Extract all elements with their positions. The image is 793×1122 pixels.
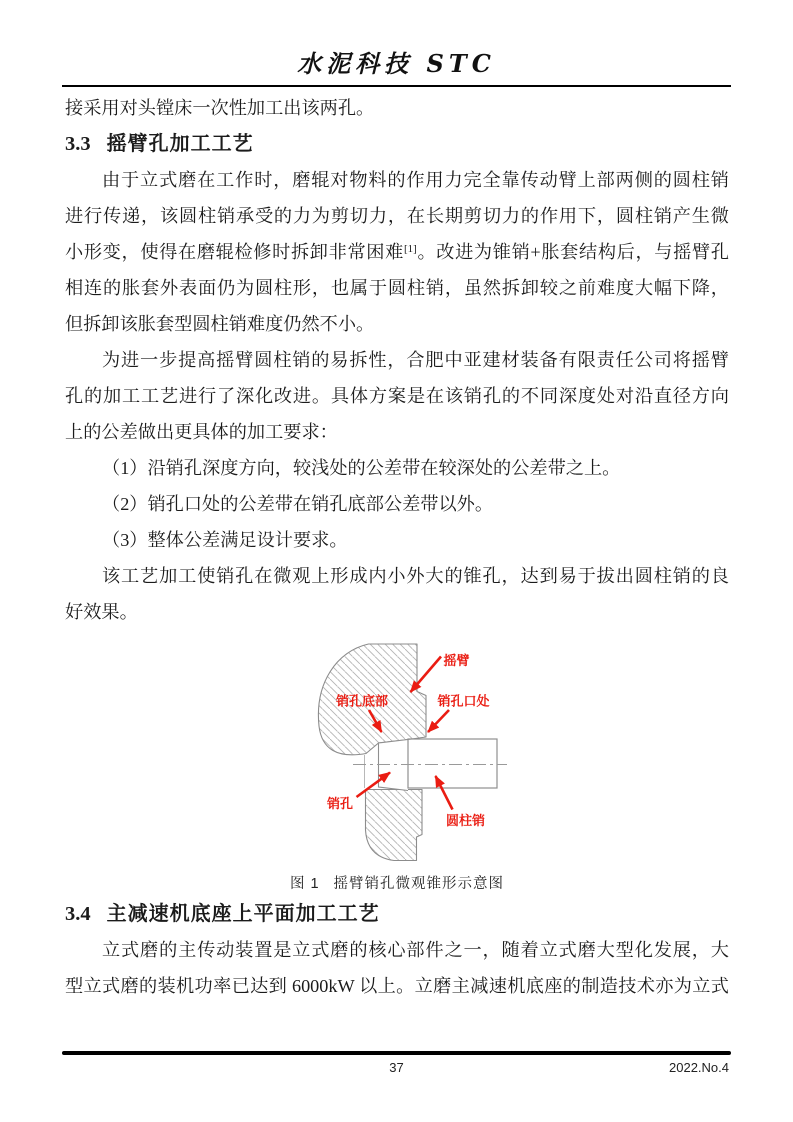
arrow-hole-mouth bbox=[428, 710, 449, 732]
paragraph-line: 为进一步提高摇臂圆柱销的易拆性，合肥中亚建材装备有限责任公司将摇臂 bbox=[102, 350, 729, 370]
paragraph-line: 由于立式磨在工作时，磨辊对物料的作用力完全靠传动臂上部两侧的圆柱销 bbox=[102, 170, 729, 190]
paragraph-line: 好效果。 bbox=[65, 602, 138, 622]
section-title: 主减速机底座上平面加工工艺 bbox=[106, 903, 380, 925]
label-pin-hole: 销孔 bbox=[327, 796, 354, 811]
page-content bbox=[65, 90, 729, 1004]
section-number: 3.4 bbox=[65, 903, 91, 925]
continuation-line: 接采用对头镗床一次性加工出该两孔。 bbox=[65, 98, 375, 118]
list-item-2: （2）销孔口处的公差带在销孔底部公差带以外。 bbox=[102, 494, 494, 514]
paragraph-line: 孔的加工工艺进行了深化改进。具体方案是在该销孔的不同深度处对沿直径方向 bbox=[65, 386, 729, 406]
issue-number: 2022.No.4 bbox=[669, 1060, 729, 1075]
figure-1 bbox=[65, 630, 729, 872]
footer-rule bbox=[62, 1051, 731, 1055]
citation-ref: [1] bbox=[403, 243, 417, 255]
section-number: 3.3 bbox=[65, 133, 91, 155]
label-rocker-arm: 摇臂 bbox=[443, 653, 470, 668]
line-text: 。改进为锥销+胀套结构后，与摇臂孔 bbox=[416, 242, 729, 262]
section-heading-3-3 bbox=[65, 126, 729, 162]
figure-caption-text: 摇臂销孔微观锥形示意图 bbox=[333, 876, 505, 892]
cylindrical-pin-rect bbox=[408, 739, 497, 788]
list-item-3: （3）整体公差满足设计要求。 bbox=[102, 530, 348, 550]
label-hole-mouth: 销孔口处 bbox=[437, 693, 490, 709]
label-cylindrical-pin: 圆柱销 bbox=[446, 813, 486, 828]
paragraph-line: 相连的胀套外表面仍为圆柱形，也属于圆柱销，虽然拆卸较之前难度大幅下降， bbox=[65, 278, 729, 298]
paragraph-line: 上的公差做出更具体的加工要求： bbox=[65, 422, 338, 442]
list-item-1: （1）沿销孔深度方向，较浅处的公差带在较深处的公差带之上。 bbox=[102, 458, 621, 478]
paragraph-line: 进行传递，该圆柱销承受的力为剪切力，在长期剪切力的作用下，圆柱销产生微 bbox=[65, 206, 729, 226]
figure-caption-number: 图 1 bbox=[289, 876, 320, 892]
paragraph-line: 该工艺加工使销孔在微观上形成内小外大的锥孔，达到易于拔出圆柱销的良 bbox=[102, 566, 729, 586]
footer bbox=[62, 1058, 731, 1078]
section-title: 摇臂孔加工工艺 bbox=[106, 133, 254, 155]
figure-caption bbox=[65, 872, 729, 896]
paragraph-line: 型立式磨的装机功率已达到 6000kW 以上。立磨主减速机底座的制造技术亦为立式 bbox=[65, 976, 729, 996]
section-heading-3-4 bbox=[65, 896, 729, 932]
page-number: 37 bbox=[389, 1060, 404, 1075]
label-hole-bottom: 销孔底部 bbox=[336, 693, 389, 709]
paragraph-line-with-ref bbox=[65, 234, 729, 270]
line-text: 小形变，使得在磨辊检修时拆卸非常困难 bbox=[65, 242, 404, 262]
paragraph-line: 立式磨的主传动装置是立式磨的核心部件之一，随着立式磨大型化发展，大 bbox=[102, 940, 729, 960]
rocker-arm-lower-section bbox=[366, 790, 423, 861]
header-rule bbox=[62, 85, 731, 87]
figure-diagram bbox=[290, 634, 530, 874]
paragraph-line: 但拆卸该胀套型圆柱销难度仍然不小。 bbox=[65, 314, 375, 334]
journal-title: 水泥科技 STC bbox=[297, 49, 496, 78]
